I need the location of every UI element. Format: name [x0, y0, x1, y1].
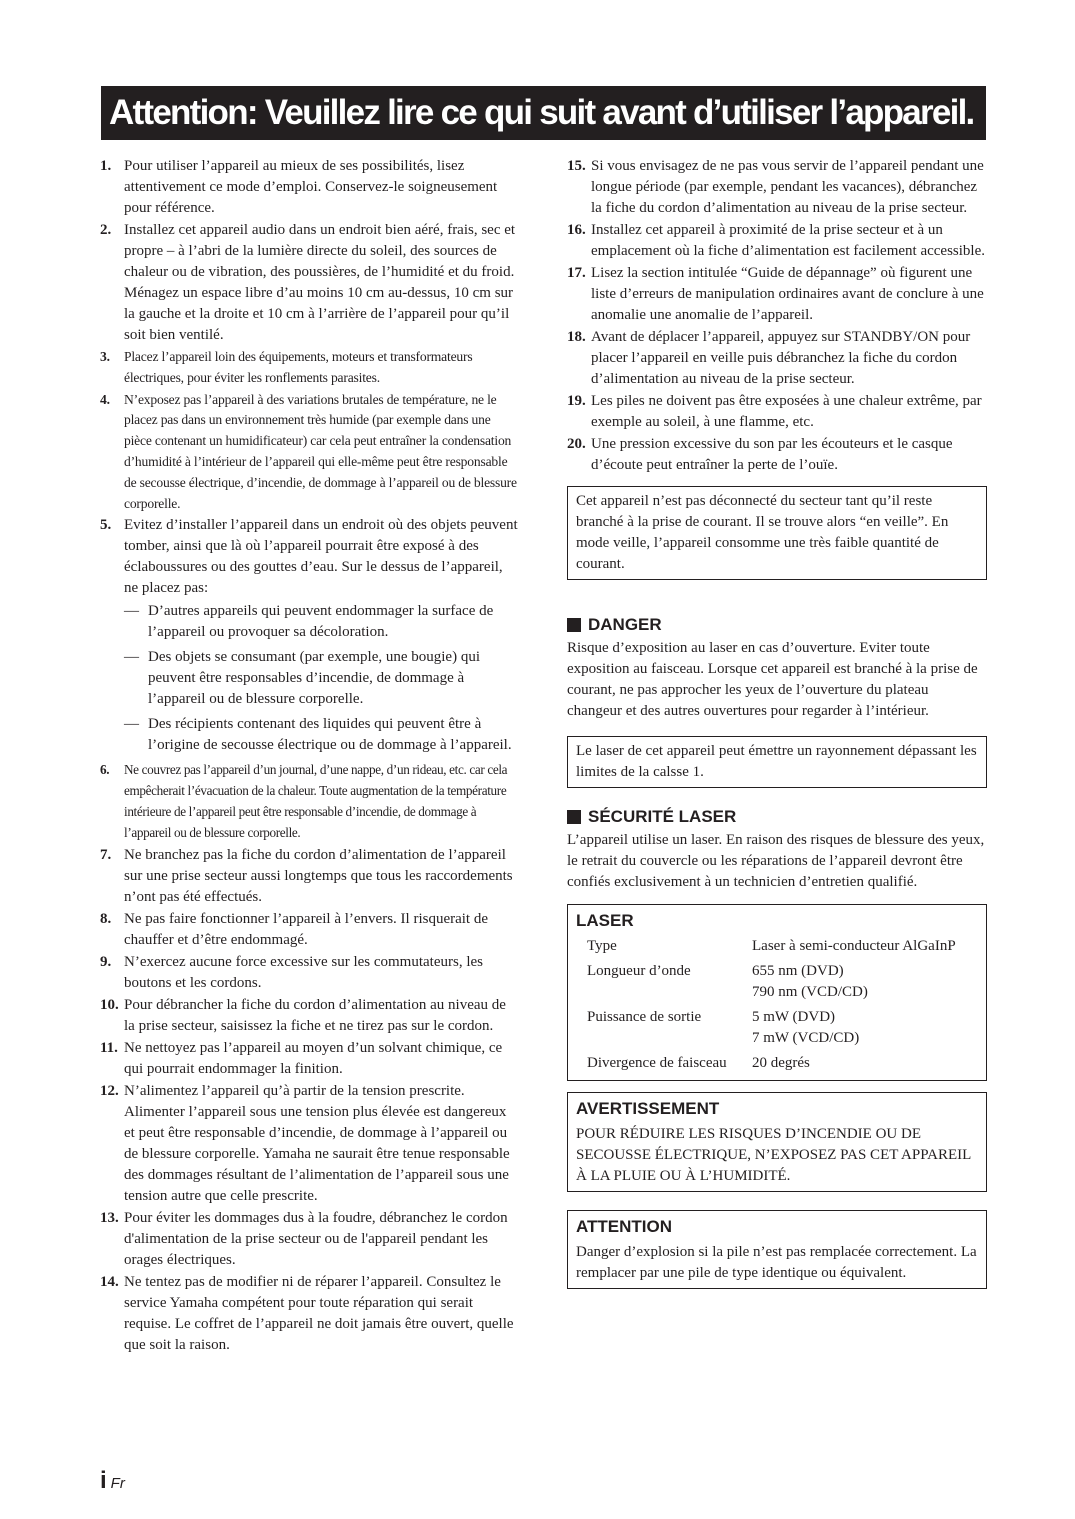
list-item — [100, 995, 520, 1037]
list-item — [567, 391, 987, 433]
attention-title: ATTENTION — [576, 1217, 673, 1236]
table-row — [587, 1053, 956, 1078]
item-number: 1. — [100, 158, 112, 174]
avertissement-title: AVERTISSEMENT — [576, 1099, 720, 1118]
language-code: Fr — [110, 1475, 125, 1492]
item-number: 5. — [100, 517, 112, 534]
list-item — [100, 1081, 520, 1207]
item-text: Pour débrancher la fiche du cordon d’alimentation au niveau de la prise secteur, saisissez la fiche et ne tirez pas sur le cordon. — [124, 996, 506, 1034]
square-bullet-icon — [567, 810, 581, 824]
spec-key: Type — [587, 938, 617, 954]
page-title: Attention: Veuillez lire ce qui suit avant d’utiliser l’appareil. — [101, 86, 986, 140]
danger-heading-text: DANGER — [588, 615, 662, 634]
item-text: Ne couvrez pas l’appareil d’un journal, d’une nappe, d’un rideau, etc. car cela empêcherait l’évacuation de la chaleur. Toute augmentation de la température intérieure de l’appareil peut être responsable d’incendie, de dommage à l’appareil ou de blessure corporelle. — [124, 762, 508, 840]
attention-text: Danger d’explosion si la pile n’est pas remplacée correctement. La remplacer par une pile de type identique ou équivalent. — [576, 1244, 977, 1281]
list-item — [567, 220, 987, 262]
list-item — [100, 220, 520, 346]
item-text: Avant de déplacer l’appareil, appuyez sur STANDBY/ON pour placer l’appareil en veille puis débranchez la fiche du cordon d’alimentation au niveau de la prise secteur. — [591, 329, 971, 387]
spec-key: Longueur d’onde — [587, 963, 691, 979]
item-number: 17. — [567, 265, 586, 281]
table-row — [587, 1007, 956, 1053]
item-text: Placez l’appareil loin des équipements, moteurs et transformateurs électriques, pour éviter les ronflements parasites. — [124, 349, 473, 385]
sub-item-text: D’autres appareils qui peuvent endommager la surface de l’appareil ou provoquer sa décoloration. — [148, 603, 494, 641]
avertissement-box — [567, 1092, 987, 1192]
sub-list-item — [124, 647, 520, 710]
item-number: 13. — [100, 1209, 119, 1226]
spec-key: Divergence de faisceau — [587, 1055, 727, 1071]
list-item — [100, 156, 520, 219]
item-number: 18. — [567, 329, 586, 345]
item-number: 16. — [567, 222, 586, 238]
dash-marker: — — [124, 649, 139, 666]
list-item — [100, 1272, 520, 1356]
item-text: Pour éviter les dommages dus à la foudre, débranchez le cordon d'alimentation de la prise secteur ou de l'appareil pendant les orages électriques. — [124, 1209, 508, 1268]
item-number: 20. — [567, 436, 586, 452]
item-number: 15. — [567, 158, 586, 174]
dash-marker: — — [124, 716, 139, 733]
item-number: 8. — [100, 910, 112, 927]
item-number: 2. — [100, 222, 112, 238]
laser-box-title: LASER — [576, 911, 634, 930]
securite-heading-text: SÉCURITÉ LASER — [588, 807, 737, 826]
avertissement-text: POUR RÉDUIRE LES RISQUES D’INCENDIE OU DE SECOUSSE ÉLECTRIQUE, N’EXPOSEZ PAS CET APPAREIL À LA PLUIE OU À L’HUMIDITÉ. — [576, 1126, 971, 1184]
spec-value: 20 degrés — [752, 1055, 810, 1071]
sub-list — [124, 601, 520, 756]
item-text: Si vous envisagez de ne pas vous servir de l’appareil pendant une longue période (par exemple, pendant les vacances), débranchez la fiche du cordon d’alimentation au niveau de la prise secteur. — [591, 158, 984, 216]
spec-value: 655 nm (DVD) 790 nm (VCD/CD) — [752, 963, 868, 1000]
item-text: N’alimentez l’appareil qu’à partir de la tension prescrite. Alimenter l’appareil sous une tension plus élevée est dangereux et peut être responsable d’incendie, de dommage à l’appareil ou de blessure corporelle. Yamaha ne saurait être tenue responsable des dommages résultant de l’alimentation de l’appareil sous une tension autre que celle prescrite. — [124, 1082, 510, 1204]
table-row — [587, 936, 956, 961]
laser-note-text: Le laser de cet appareil peut émettre un rayonnement dépassant les limites de la calsse 1. — [576, 743, 977, 780]
sub-list-item — [124, 714, 520, 756]
list-item — [567, 434, 987, 476]
item-text: Ne nettoyez pas l’appareil au moyen d’un solvant chimique, ce qui pourrait endommager la finition. — [124, 1039, 503, 1077]
danger-text: Risque d’exposition au laser en cas d’ouverture. Eviter toute exposition au faisceau. Lorsque cet appareil est branché à la prise de courant, ne pas approcher les yeux de l’ouverture du plateau changeur et des autres ouvertures pour regarder à l’intérieur. — [567, 640, 978, 719]
standby-note-box — [567, 486, 987, 580]
danger-heading — [567, 614, 987, 636]
list-item — [100, 1208, 520, 1271]
list-item — [100, 845, 520, 908]
list-item — [100, 390, 520, 515]
item-number: 4. — [100, 391, 110, 407]
standby-note-text: Cet appareil n’est pas déconnecté du secteur tant qu’il reste branché à la prise de courant. Il se trouve alors “en veille”. En mode veille, l’appareil consomme une très faible quantité de courant. — [576, 493, 949, 572]
spec-value: 5 mW (DVD) 7 mW (VCD/CD) — [752, 1009, 860, 1046]
page-footer — [100, 1467, 125, 1495]
list-item — [567, 263, 987, 326]
list-item — [567, 156, 987, 219]
item-number: 3. — [100, 349, 110, 364]
page-number: i — [100, 1467, 107, 1494]
item-text: Evitez d’installer l’appareil dans un endroit où des objets peuvent tomber, ainsi que là où l’appareil pourrait être exposé à des éclaboussures ou des gouttes d’eau. Sur le dessus de l’appareil, ne placez pas: — [124, 517, 518, 597]
item-text: N’exposez pas l’appareil à des variations brutales de température, ne le placez pas dans un environnement très humide (par exemple dans une pièce contenant un humidificateur) car cela peut entraîner la condensation d’humidité à l’intérieur de l’appareil qui elle-même peut être responsable de secousse électrique, d’incendie, de dommage à l’appareil ou de blessure corporelle. — [124, 391, 517, 511]
item-text: Installez cet appareil audio dans un endroit bien aéré, frais, sec et propre – à l’abri de la lumière directe du soleil, des sources de chaleur ou de vibration, des poussières, de l’humidité et du froid. Ménagez un espace libre d’au moins 10 cm au-dessus, 10 cm sur la gauche et la droite et 10 cm à l’arrière de l’appareil pour qu’il soit bien ventilé. — [124, 222, 516, 343]
sub-item-text: Des objets se consumant (par exemple, une bougie) qui peuvent être responsables d’incendie, de dommage à l’appareil ou de blessure corporelle. — [148, 649, 480, 708]
item-text: Installez cet appareil à proximité de la prise secteur et à un emplacement où la fiche d’alimentation est facilement accessible. — [591, 222, 985, 259]
item-number: 9. — [100, 953, 112, 970]
list-item — [100, 760, 520, 843]
safety-list-left — [100, 156, 520, 1356]
securite-laser-heading — [567, 806, 987, 828]
right-column — [567, 156, 987, 1289]
safety-list-right — [567, 156, 987, 476]
securite-text: L’appareil utilise un laser. En raison des risques de blessure des yeux, le retrait du couvercle ou les réparations de l’appareil devront être confiés exclusivement à un technicien d’entretien qualifié. — [567, 832, 985, 890]
list-item — [100, 952, 520, 994]
item-text: Les piles ne doivent pas être exposées à une chaleur extrême, par exemple au soleil, à une flamme, etc. — [591, 393, 982, 430]
laser-spec-table — [587, 936, 956, 1078]
spec-key: Puissance de sortie — [587, 1009, 702, 1025]
item-number: 14. — [100, 1273, 119, 1290]
dash-marker: — — [124, 603, 139, 620]
left-column — [100, 156, 520, 1357]
item-number: 19. — [567, 393, 586, 409]
list-item — [100, 1038, 520, 1080]
item-number: 7. — [100, 846, 112, 863]
square-bullet-icon — [567, 618, 581, 632]
laser-spec-box — [567, 904, 987, 1081]
item-text: Lisez la section intitulée “Guide de dépannage” où figurent une liste d’erreurs de manipulation ordinaires avant de conclure à une anomalie une anomalie de l’appareil. — [591, 265, 984, 323]
item-text: Pour utiliser l’appareil au mieux de ses possibilités, lisez attentivement ce mode d’emploi. Conservez-le soigneusement pour référence. — [124, 158, 498, 216]
list-item — [100, 347, 520, 389]
item-text: Ne branchez pas la fiche du cordon d’alimentation de l’appareil sur une prise secteur aussi longtemps que tous les raccordements n’ont pas été effectués. — [124, 846, 513, 905]
table-row — [587, 961, 956, 1007]
sub-item-text: Des récipients contenant des liquides qui peuvent être à l’origine de secousse électrique ou de dommage à l’appareil. — [148, 716, 512, 754]
laser-note-box — [567, 736, 987, 788]
sub-list-item — [124, 601, 520, 643]
list-item — [100, 909, 520, 951]
item-number: 6. — [100, 762, 110, 778]
attention-box — [567, 1210, 987, 1289]
list-item — [567, 327, 987, 390]
item-text: Ne pas faire fonctionner l’appareil à l’envers. Il risquerait de chauffer et d’être endommagé. — [124, 910, 488, 948]
item-text: N’exercez aucune force excessive sur les commutateurs, les boutons et les cordons. — [124, 953, 483, 991]
item-number: 10. — [100, 996, 119, 1013]
item-number: 11. — [100, 1039, 118, 1056]
item-number: 12. — [100, 1082, 119, 1099]
spec-value: Laser à semi-conducteur AlGaInP — [752, 938, 956, 954]
item-text: Ne tentez pas de modifier ni de réparer l’appareil. Consultez le service Yamaha compétent pour toute réparation qui serait requise. Le coffret de l’appareil ne doit jamais être ouvert, quelle que soit la raison. — [124, 1273, 514, 1353]
list-item — [100, 515, 520, 756]
item-text: Une pression excessive du son par les écouteurs et le casque d’écoute peut entraîner la perte de l’ouïe. — [591, 436, 953, 473]
